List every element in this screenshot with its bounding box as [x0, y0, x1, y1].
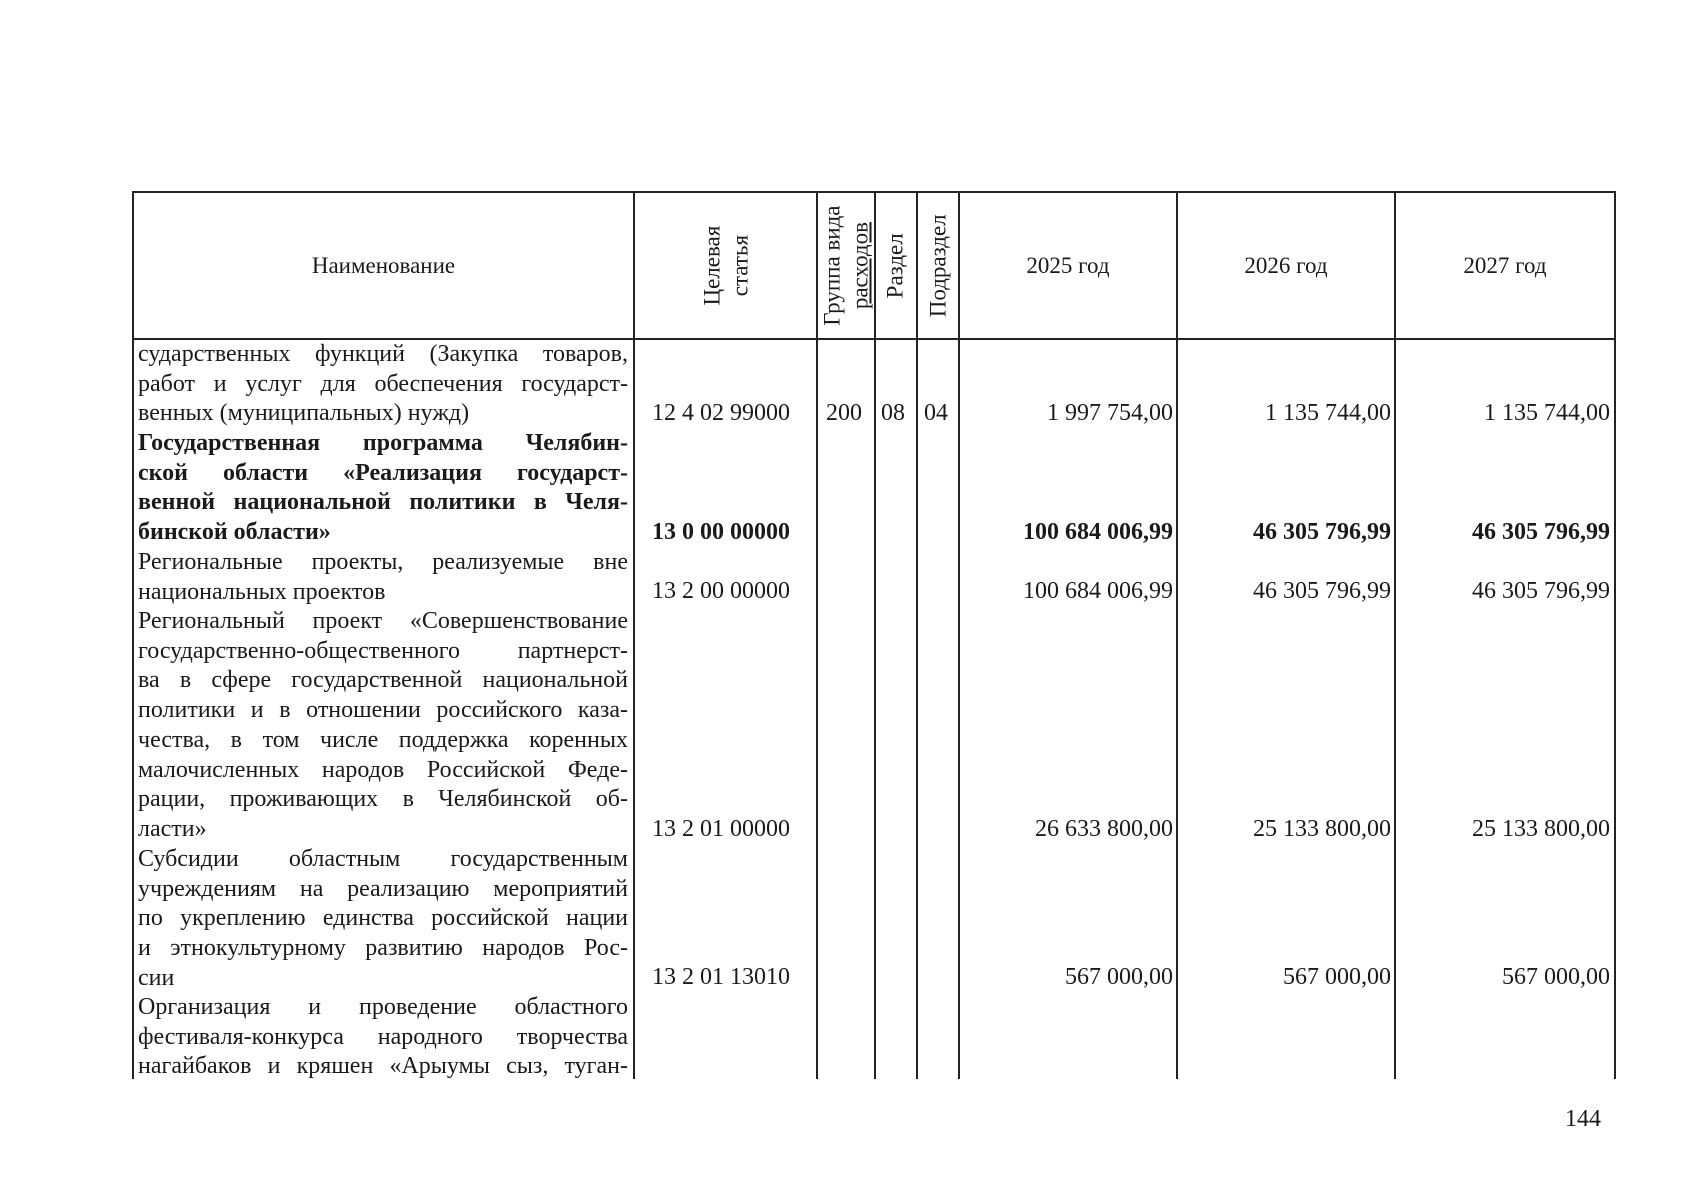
- row-value-2026: 1 135 744,00: [1265, 400, 1391, 426]
- row-target-code: 13 2 00 00000: [652, 578, 790, 604]
- row-description: Субсидии областным государственным учреждениям на реализацию мероприятий по укреплению единства российской нации и этнокультурному развитию народов Рос- сии: [138, 846, 628, 991]
- row-section: 08: [881, 400, 905, 426]
- row-value-2026: 46 305 796,99: [1253, 519, 1391, 545]
- row-description: сударственных функций (Закупка товаров, работ и услуг для обеспечения государст- венных (муниципальных) нужд): [138, 341, 628, 427]
- row-value-2027: 46 305 796,99: [1472, 578, 1610, 604]
- header-target-line2: статья: [726, 234, 752, 297]
- row-target-code: 13 2 01 13010: [652, 964, 790, 990]
- row-value-2025: 567 000,00: [1065, 964, 1173, 990]
- row-value-2027: 25 133 800,00: [1472, 816, 1610, 842]
- row-target-code: 13 0 00 00000: [652, 519, 790, 545]
- row-description: Региональные проекты, реализуемые вне национальных проектов: [138, 549, 628, 605]
- header-year-2026: 2026 год: [1244, 252, 1328, 278]
- header-section: [876, 193, 916, 338]
- row-value-2025: 1 997 754,00: [1047, 400, 1173, 426]
- page-number: 144: [1565, 1106, 1601, 1132]
- header-subsection: [918, 193, 958, 338]
- row-description: Государственная программа Челябин- ской области «Реализация государст- венной национальной политики в Челя- бинской области»: [138, 430, 628, 546]
- row-description: Организация и проведение областного фестиваля-конкурса народного творчества нагайбаков и кряшен «Арыумы сыз, туган-: [138, 994, 628, 1080]
- row-value-2025: 26 633 800,00: [1035, 816, 1173, 842]
- row-subsection: 04: [924, 400, 948, 426]
- row-description: Региональный проект «Совершенствование государственно-общественного партнерст- ва в сфере государственной национальной политики и в отношении российского каза- чества, в том числе поддержка коренных малочисленных народов Российской Феде- рации, проживающих в Челябинской об- ласти»: [138, 608, 628, 842]
- header-year-2025: 2025 год: [1026, 252, 1110, 278]
- row-value-2025: 100 684 006,99: [1023, 519, 1173, 545]
- header-target-line1: Целевая: [698, 225, 724, 306]
- row-value-2027: 46 305 796,99: [1472, 519, 1610, 545]
- row-value-2026: 46 305 796,99: [1253, 578, 1391, 604]
- row-value-2026: 25 133 800,00: [1253, 816, 1391, 842]
- row-value-2025: 100 684 006,99: [1023, 578, 1173, 604]
- header-group-line2: расходов: [847, 221, 873, 310]
- row-value-2027: 567 000,00: [1502, 964, 1610, 990]
- row-value-2027: 1 135 744,00: [1484, 400, 1610, 426]
- header-target-article: [635, 193, 816, 338]
- header-name: Наименование: [311, 252, 456, 278]
- header-group-line1: Группа вида: [819, 205, 845, 326]
- row-target-code: 12 4 02 99000: [652, 400, 790, 426]
- row-value-2026: 567 000,00: [1283, 964, 1391, 990]
- row-expense-group: 200: [826, 400, 862, 426]
- header-section-label: Раздел: [883, 232, 909, 299]
- header-year-2027: 2027 год: [1463, 252, 1547, 278]
- header-subsection-label: Подраздел: [925, 214, 951, 317]
- header-expense-group: [818, 193, 874, 338]
- row-target-code: 13 2 01 00000: [652, 816, 790, 842]
